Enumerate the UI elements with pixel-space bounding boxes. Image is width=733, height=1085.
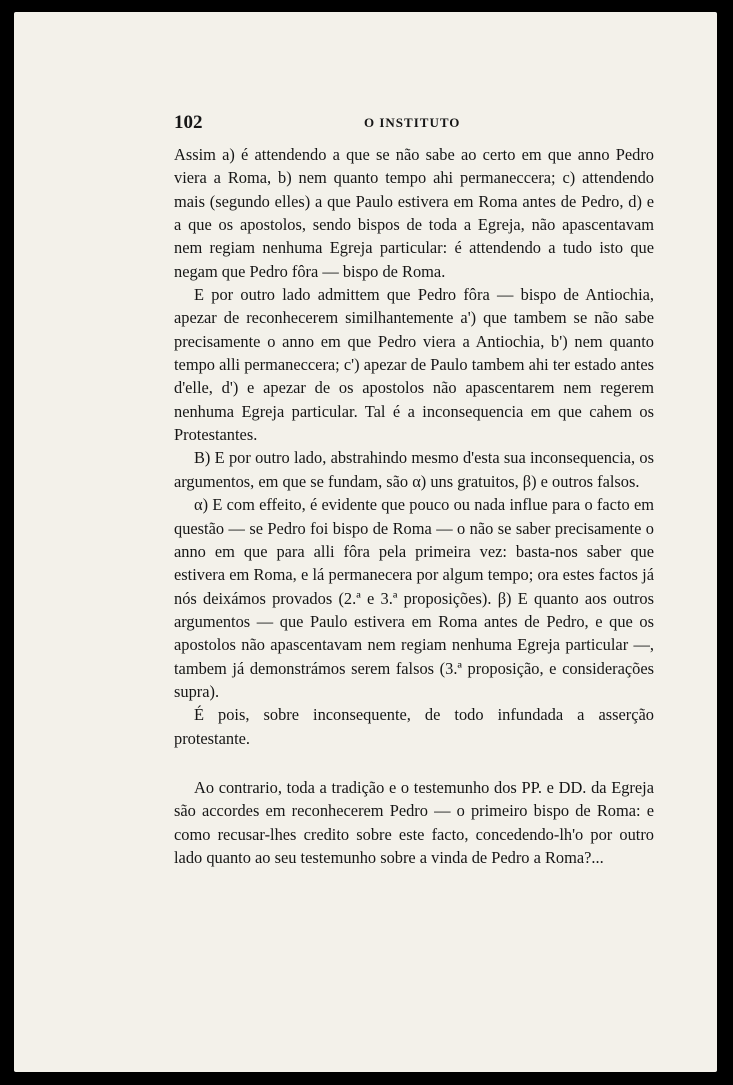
page-number: 102 [174, 112, 203, 133]
header-title: O INSTITUTO [364, 115, 461, 130]
paragraph-1: Assim a) é attendendo a que se não sabe ao certo em que anno Pedro viera a Roma, b) nem quanto tempo ahi permaneccera; c) attendendo mais (segundo elles) a que Paulo estivera em Roma antes de Pedro, d) e a que os apostolos, sendo bispos de toda a Egreja, não apascentavam nem regiam nenhuma Egreja particular: é attendendo a tudo isto que negam que Pedro fôra — bispo de Roma. [174, 145, 654, 281]
page-scan [14, 12, 717, 1072]
paragraph-6: Ao contrario, toda a tradição e o testemunho dos PP. e DD. da Egreja são accordes em reconhecerem Pedro — o primeiro bispo de Roma: e como recusar-lhes credito sobre este facto, concedendo-lh'o por outro lado quanto ao seu testemunho sobre a vinda de Pedro a Roma?... [174, 777, 654, 867]
running-header [174, 110, 654, 136]
paragraph-3: B) E por outro lado, abstrahindo mesmo d'esta sua inconsequencia, os argumentos, em que se fundam, são α) uns gratuitos, β) e outros falsos. [174, 448, 654, 491]
book-page [174, 110, 654, 869]
paragraph-2: E por outro lado admittem que Pedro fôra — bispo de Antiochia, apezar de reconhecerem similhantemente a') que tambem se não sabe precisamente o anno em que Pedro viera a Antiochia, b') nem quanto tempo alli permaneccera; c') apezar de Paulo tambem ahi ter estado antes d'elle, d') e apezar de os apostolos não apascentarem nem regerem nenhuma Egreja particular. Tal é a inconsequencia em que cahem os Protestantes. [174, 285, 654, 445]
paragraph-4: α) E com effeito, é evidente que pouco ou nada influe para o facto em questão — se Pedro foi bispo de Roma — o não se saber precisamente o anno em que para alli fôra pela primeira vez: basta-nos saber que estivera em Roma, e lá permanecera por algum tempo; ora estes factos já nós deixámos provados (2.ª e 3.ª proposições). β) E quanto aos outros argumentos — que Paulo estivera em Roma antes de Pedro, e que os apostolos não apascentavam nem regiam nenhuma Egreja particular —, tambem já demonstrámos serem falsos (3.ª proposição, e considerações supra). [174, 495, 654, 701]
paragraph-5: É pois, sobre inconsequente, de todo infundada a asserção protestante. [174, 705, 654, 748]
